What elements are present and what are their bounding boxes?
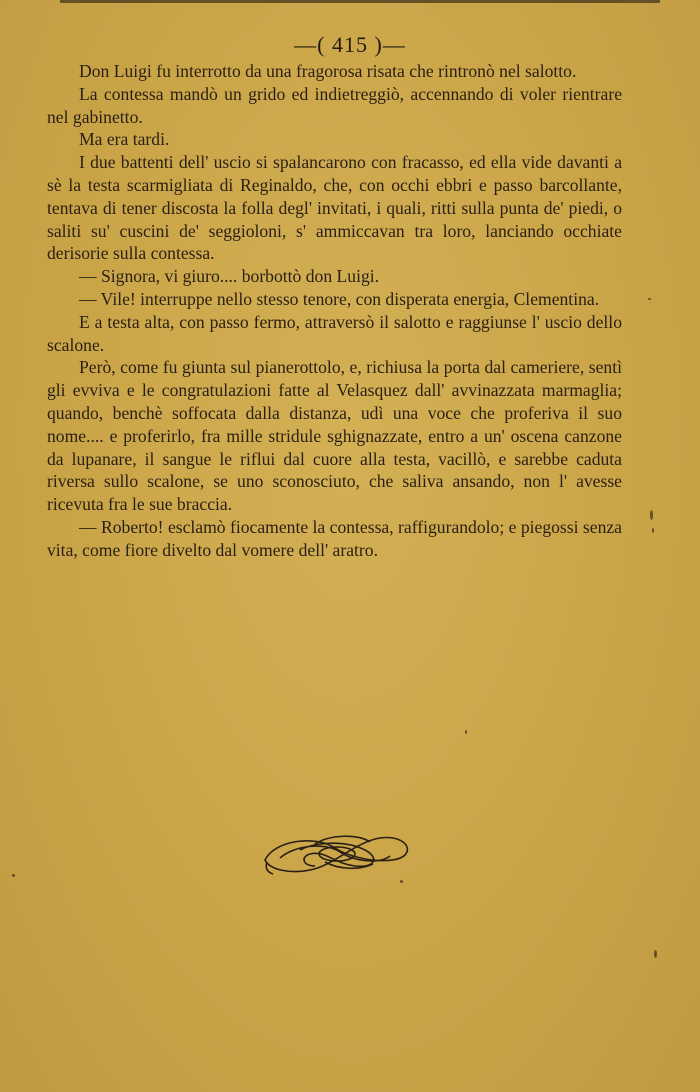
paragraph: — Signora, vi giuro.... borbottò don Luigi. bbox=[79, 266, 380, 287]
page-number: —( 415 )— bbox=[294, 32, 406, 57]
paragraph: Don Luigi fu interrotto da una fragorosa risata che rintronò nel salotto. bbox=[79, 61, 577, 81]
top-rule bbox=[60, 0, 660, 3]
ink-speck bbox=[400, 880, 403, 883]
ink-speck bbox=[648, 298, 651, 300]
paragraph: I due battenti dell' uscio si spalancarono con fracasso, ed ella vide davanti a sè la testa scarmigliata di Reginaldo, che, con occhi ebbri e passo barcollante, tentava di tener discosta la folla degl' invitati, i quali, ritti sulla punta de' piedi, o saliti su' cuscini de' seggioloni, s' ammiccavan tra loro, lanciando occhiate derisorie sulla contessa. bbox=[47, 152, 622, 264]
ink-speck bbox=[652, 528, 654, 533]
paragraph: Ma era tardi. bbox=[79, 129, 170, 150]
ink-speck bbox=[12, 874, 15, 877]
paragraph: E a testa alta, con passo fermo, attraversò il salotto e raggiunse l' uscio dello scalone. bbox=[47, 311, 622, 355]
paragraph: Però, come fu giunta sul pianerottolo, e, richiusa la porta dal cameriere, sentì gli evviva e le congratulazioni fatte al Velasquez dall' avvinazzata marmaglia; quando, benchè soffocata dalla distanza, udì una voce che proferiva il suo nome.... e proferirlo, fra mille stridule sghignazzate, entro a un' oscena canzone da lupanare, il sangue le riflui dal cuore alla testa, vacillò, e sarebbe caduta riversa sullo scalone, se uno sconosciuto, che saliva ansando, non l' avesse ricevuta fra le sue braccia. bbox=[47, 357, 622, 515]
flourish-ornament-icon bbox=[255, 820, 415, 890]
paragraph: — Roberto! esclamò fiocamente la contessa, raffigurandolo; e piegossi senza vita, come fiore divelto dal vomere dell' aratro. bbox=[47, 516, 622, 560]
body-text bbox=[47, 60, 622, 562]
ink-speck bbox=[650, 510, 653, 520]
paragraph: La contessa mandò un grido ed indietreggiò, accennando di voler rientrare nel gabinetto. bbox=[47, 83, 622, 127]
ink-speck bbox=[465, 730, 467, 734]
ink-speck bbox=[654, 950, 657, 958]
paragraph: — Vile! interruppe nello stesso tenore, con disperata energia, Clementina. bbox=[79, 288, 600, 309]
